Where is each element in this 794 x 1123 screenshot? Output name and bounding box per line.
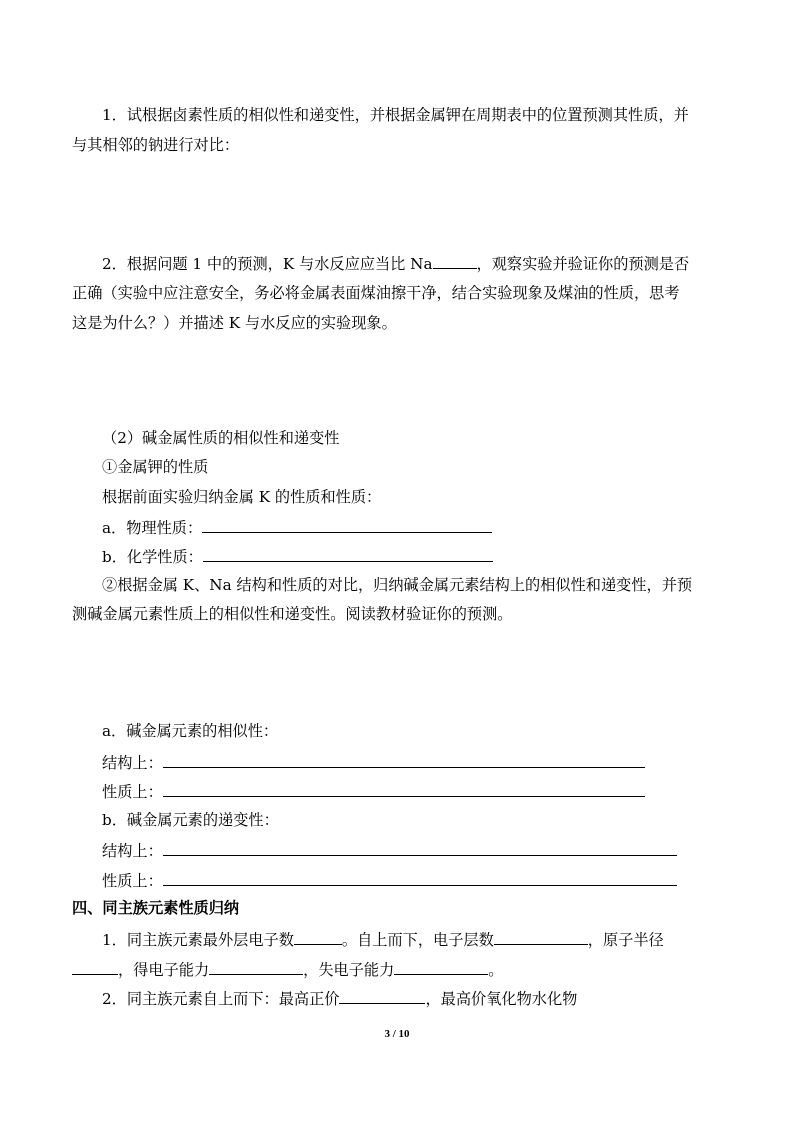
electron-shell-blank[interactable]: [494, 928, 588, 945]
question-1-line-1: 1．试根据卤素性质的相似性和递变性，并根据金属钾在周期表中的位置预测其性质，并: [102, 106, 689, 124]
question-2-line-1: [102, 252, 689, 274]
chemical-properties-blank[interactable]: [203, 545, 493, 562]
question-2-text-b: ，观察实验并验证你的预测是否: [476, 255, 690, 273]
question-2-line-2: 正确（实验中应注意安全，务必将金属表面煤油擦干净，结合实验现象及煤油的性质，思考: [72, 284, 680, 302]
electron-gain-blank[interactable]: [209, 958, 303, 975]
question-2-text-a: 2．根据问题 1 中的预测，K 与水反应应当比 Na: [102, 255, 433, 273]
outer-electron-blank[interactable]: [294, 928, 342, 945]
property-label: 性质上：: [102, 783, 163, 801]
gradation-structure-blank[interactable]: [163, 839, 677, 856]
chemical-properties-label: b．化学性质：: [102, 548, 203, 566]
comparison-line-2: 测碱金属元素性质上的相似性和递变性。阅读教材验证你的预测。: [72, 605, 513, 623]
q2-text-a: 2．同主族元素自上而下：最高正价: [102, 990, 340, 1008]
q1-text-e: ，失电子能力: [303, 961, 395, 979]
physical-properties-row: [102, 516, 492, 538]
comparison-line-1: ②根据金属 K、Na 结构和性质的对比，归纳碱金属元素结构上的相似性和递变性，并预: [102, 576, 693, 594]
gradation-property-row: [102, 869, 677, 891]
section-2-heading: （2）碱金属性质的相似性和递变性: [102, 429, 340, 447]
q2-text-b: ，最高价氧化物水化物: [425, 990, 578, 1008]
section-4-question-1-line-2: [72, 958, 503, 980]
question-2-line-3: 这是为什么？）并描述 K 与水反应的实验现象。: [72, 314, 397, 332]
atomic-radius-blank[interactable]: [72, 958, 118, 975]
answer-blank[interactable]: [433, 252, 477, 269]
structure-label: 结构上：: [102, 754, 163, 772]
section-4-question-1-line-1: [102, 928, 664, 950]
q1-text-b: 。自上而下，电子层数: [341, 931, 494, 949]
structure-label: 结构上：: [102, 842, 163, 860]
q1-text-c: ，原子半径: [587, 931, 664, 949]
property-label: 性质上：: [102, 872, 163, 890]
page-number: 3 / 10: [384, 1028, 410, 1040]
similarity-property-row: [102, 780, 645, 802]
potassium-properties-subheading: ①金属钾的性质: [102, 458, 209, 476]
potassium-intro: 根据前面实验归纳金属 K 的性质和性质：: [102, 488, 382, 506]
similarity-structure-blank[interactable]: [163, 751, 645, 768]
chemical-properties-row: [102, 545, 493, 567]
gradation-structure-row: [102, 839, 677, 861]
electron-loss-blank[interactable]: [394, 958, 488, 975]
physical-properties-label: a．物理性质：: [102, 519, 203, 537]
q1-text-a: 1．同主族元素最外层电子数: [102, 931, 294, 949]
similarity-heading: a．碱金属元素的相似性：: [102, 722, 279, 740]
section-4-heading: 四、同主族元素性质归纳: [72, 899, 240, 917]
gradation-heading: b．碱金属元素的递变性：: [102, 811, 279, 829]
physical-properties-blank[interactable]: [202, 516, 492, 533]
gradation-property-blank[interactable]: [163, 869, 677, 886]
q1-text-d: ，得电子能力: [118, 961, 210, 979]
section-4-question-2-line-1: [102, 987, 577, 1009]
similarity-structure-row: [102, 751, 645, 773]
q1-text-f: 。: [488, 961, 504, 979]
highest-valence-blank[interactable]: [339, 987, 425, 1004]
similarity-property-blank[interactable]: [163, 780, 645, 797]
question-1-line-2: 与其相邻的钠进行对比：: [72, 136, 240, 154]
